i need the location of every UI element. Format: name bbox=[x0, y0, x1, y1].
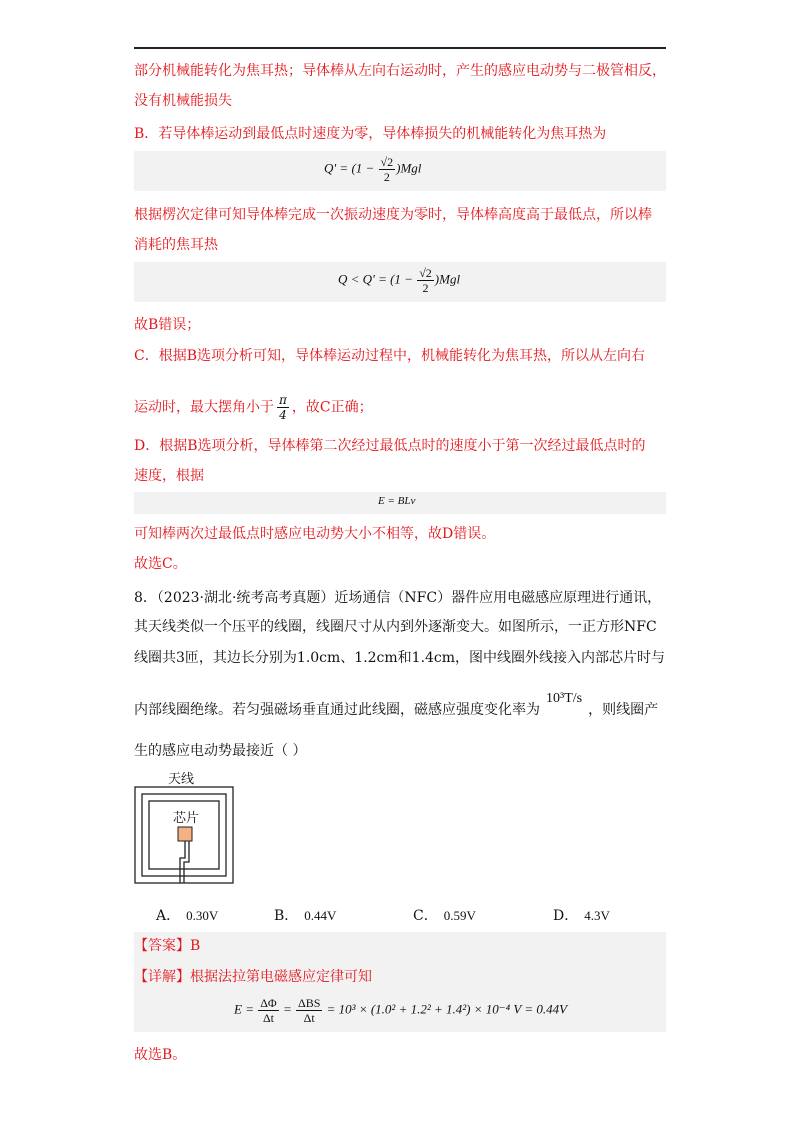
coil-diagram bbox=[134, 768, 238, 886]
text-line: 消耗的焦耳热 bbox=[134, 237, 218, 253]
formula-q-inequality: Q < Q' = (1 − $\frac{√2}{2}$ )Mgl bbox=[338, 266, 461, 295]
answer-value: B bbox=[190, 938, 201, 954]
angle-fraction: $\frac{\pi}{4}$ bbox=[279, 393, 287, 422]
text-line: 运动时，最大摆角小于 $\frac{\pi}{4}$ ，故C正确； bbox=[134, 393, 373, 422]
text-line: 没有机械能损失 bbox=[134, 93, 232, 109]
rate-value: 10³T/s bbox=[546, 691, 583, 706]
text-line: 可知棒两次过最低点时感应电动势大小不相等，故D错误。 bbox=[134, 526, 496, 542]
option-b[interactable]: B． 0.44V bbox=[274, 908, 337, 924]
detail-line: 【详解】根据法拉第电磁感应定律可知 bbox=[134, 969, 372, 985]
text-line: 速度，根据 bbox=[134, 468, 204, 484]
answer-line bbox=[134, 936, 200, 956]
text-line: 故B错误； bbox=[134, 317, 201, 333]
option-d[interactable]: D． 4.3V bbox=[553, 908, 610, 924]
formula-box bbox=[134, 151, 666, 191]
top-rule bbox=[134, 47, 666, 49]
text-line: 故选C。 bbox=[134, 556, 187, 572]
answer-label: 【答案】 bbox=[134, 938, 190, 954]
question-line: 其天线类似一个压平的线圈，线圈尺寸从内到外逐渐变大。如图所示，一正方形NFC bbox=[134, 619, 657, 635]
text-line: C．根据B选项分析可知，导体棒运动过程中，机械能转化为焦耳热，所以从左向右 bbox=[134, 348, 645, 364]
formula-q-prime: Q' = (1 − $\frac{√2}{2}$ )Mgl bbox=[324, 155, 422, 184]
question-line: 生的感应电动势最接近（ ） bbox=[134, 743, 307, 759]
question-line: 线圈共3匝，其边长分别为1.0cm、1.2cm和1.4cm，图中线圈外线接入内部芯片时与 bbox=[134, 650, 666, 666]
text-line: B．若导体棒运动到最低点时速度为零，导体棒损失的机械能转化为焦耳热为 bbox=[134, 126, 607, 142]
formula-emf: E = BLv bbox=[378, 495, 416, 507]
chip-label: 芯片 bbox=[173, 811, 200, 826]
nfc-coil-figure bbox=[134, 768, 238, 890]
text-line: 部分机械能转化为焦耳热；导体棒从左向右运动时，产生的感应电动势与二极管相反， bbox=[134, 63, 666, 79]
formula-box bbox=[134, 262, 666, 302]
option-c[interactable]: C． 0.59V bbox=[413, 908, 476, 924]
question-line: 8．（2023·湖北·统考高考真题）近场通信（NFC）器件应用电磁感应原理进行通讯， bbox=[134, 590, 662, 606]
text-line: 故选B。 bbox=[134, 1047, 187, 1063]
text-line: 根据楞次定律可知导体棒完成一次振动速度为零时，导体棒高度高于最低点，所以棒 bbox=[134, 207, 652, 223]
formula-faraday: E = $\frac{\Delta\Phi}{\Delta t}$ = $\frac{\text{ΔBS}}{\Delta t}$ = 10³ × (1.0² + 1.2² + 1.4²) × 10⁻⁴ V = 0.44V bbox=[234, 996, 568, 1025]
question-line: 内部线圈绝缘。若匀强磁场垂直通过此线圈，磁感应强度变化率为10³T/s，则线圈产 bbox=[134, 691, 659, 718]
formula-box bbox=[134, 492, 666, 514]
text-line: D．根据B选项分析，导体棒第二次经过最低点时的速度小于第一次经过最低点时的 bbox=[134, 438, 646, 454]
option-a[interactable]: A． 0.30V bbox=[156, 908, 219, 924]
detail-label: 【详解】 bbox=[134, 969, 190, 985]
antenna-label: 天线 bbox=[168, 772, 195, 787]
chip bbox=[178, 827, 192, 841]
